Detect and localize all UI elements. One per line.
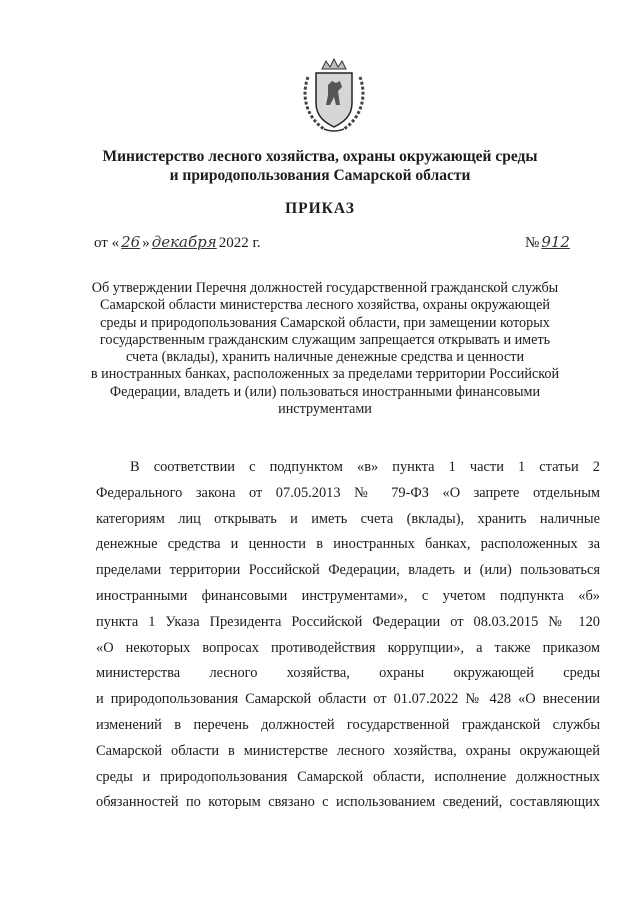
order-date — [94, 233, 261, 252]
subject-line: Федерации, владеть и (или) пользоваться иностранными финансовыми — [109, 383, 541, 400]
date-day: 26 — [121, 233, 141, 251]
subject-line: счета (вклады), хранить наличные денежные средства и ценности — [125, 349, 525, 366]
body-line: изменений в перечень должностей государственной гражданской службы — [96, 716, 600, 733]
order-title: ПРИКАЗ — [285, 200, 355, 217]
ministry-line-1: Министерство лесного хозяйства, охраны окружающей среды — [102, 148, 538, 165]
subject-line: инструментами — [278, 401, 372, 418]
body-line: «О некоторых вопросах противодействия коррупции», а также приказом — [96, 639, 600, 656]
body-line: В соответствии с подпунктом «в» пункта 1 части 1 статьи 2 — [130, 459, 600, 475]
body-line: среды и природопользования Самарской области, исполнение должностных — [96, 768, 600, 785]
body-line: министерства лесного хозяйства, охраны окружающей среды — [96, 665, 600, 682]
ministry-line-2: и природопользования Самарской области — [169, 167, 471, 184]
subject-line: Об утверждении Перечня должностей государственной гражданской службы — [91, 280, 559, 296]
order-number — [525, 233, 572, 252]
date-month: декабря — [151, 233, 217, 251]
order-subject — [82, 280, 568, 418]
subject-line: среды и природопользования Самарской области, при замещении которых — [100, 314, 550, 331]
body-line: Самарской области в министерстве лесного хозяйства, охраны окружающей — [96, 742, 600, 759]
subject-line: в иностранных банках, расположенных за пределами территории Российской — [90, 366, 560, 383]
body-line: пределами территории Российской Федерации, владеть и (или) пользоваться — [96, 562, 600, 579]
order-body — [96, 455, 600, 816]
body-line: и природопользования Самарской области от 01.07.2022 № 428 «О внесении — [96, 691, 600, 708]
date-prefix: от « — [94, 235, 120, 251]
coat-of-arms-emblem — [298, 55, 370, 135]
body-line: Федерального закона от 07.05.2013 № 79-ФЗ «О запрете отдельным — [96, 484, 600, 501]
body-line: иностранными финансовыми инструментами», с учетом подпункта «б» — [96, 587, 600, 604]
body-line: денежные средства и ценности в иностранных банках, расположенных за — [96, 536, 600, 553]
body-line: категориям лиц открывать и иметь счета (вклады), хранить наличные — [96, 510, 600, 527]
subject-line: Самарской области министерства лесного хозяйства, охраны окружающей — [99, 297, 550, 314]
number-sign: № — [525, 235, 540, 251]
date-year: 2022 г. — [218, 235, 261, 251]
body-line: пункта 1 Указа Президента Российской Федерации от 08.03.2015 № 120 — [96, 613, 600, 630]
ministry-name — [60, 147, 580, 185]
body-line: обязанностей по которым связано с использованием сведений, составляющих — [96, 794, 600, 811]
subject-line: государственным гражданским служащим запрещается открывать и иметь — [99, 331, 551, 348]
number-value: 912 — [541, 233, 570, 251]
date-mid: » — [142, 235, 150, 251]
